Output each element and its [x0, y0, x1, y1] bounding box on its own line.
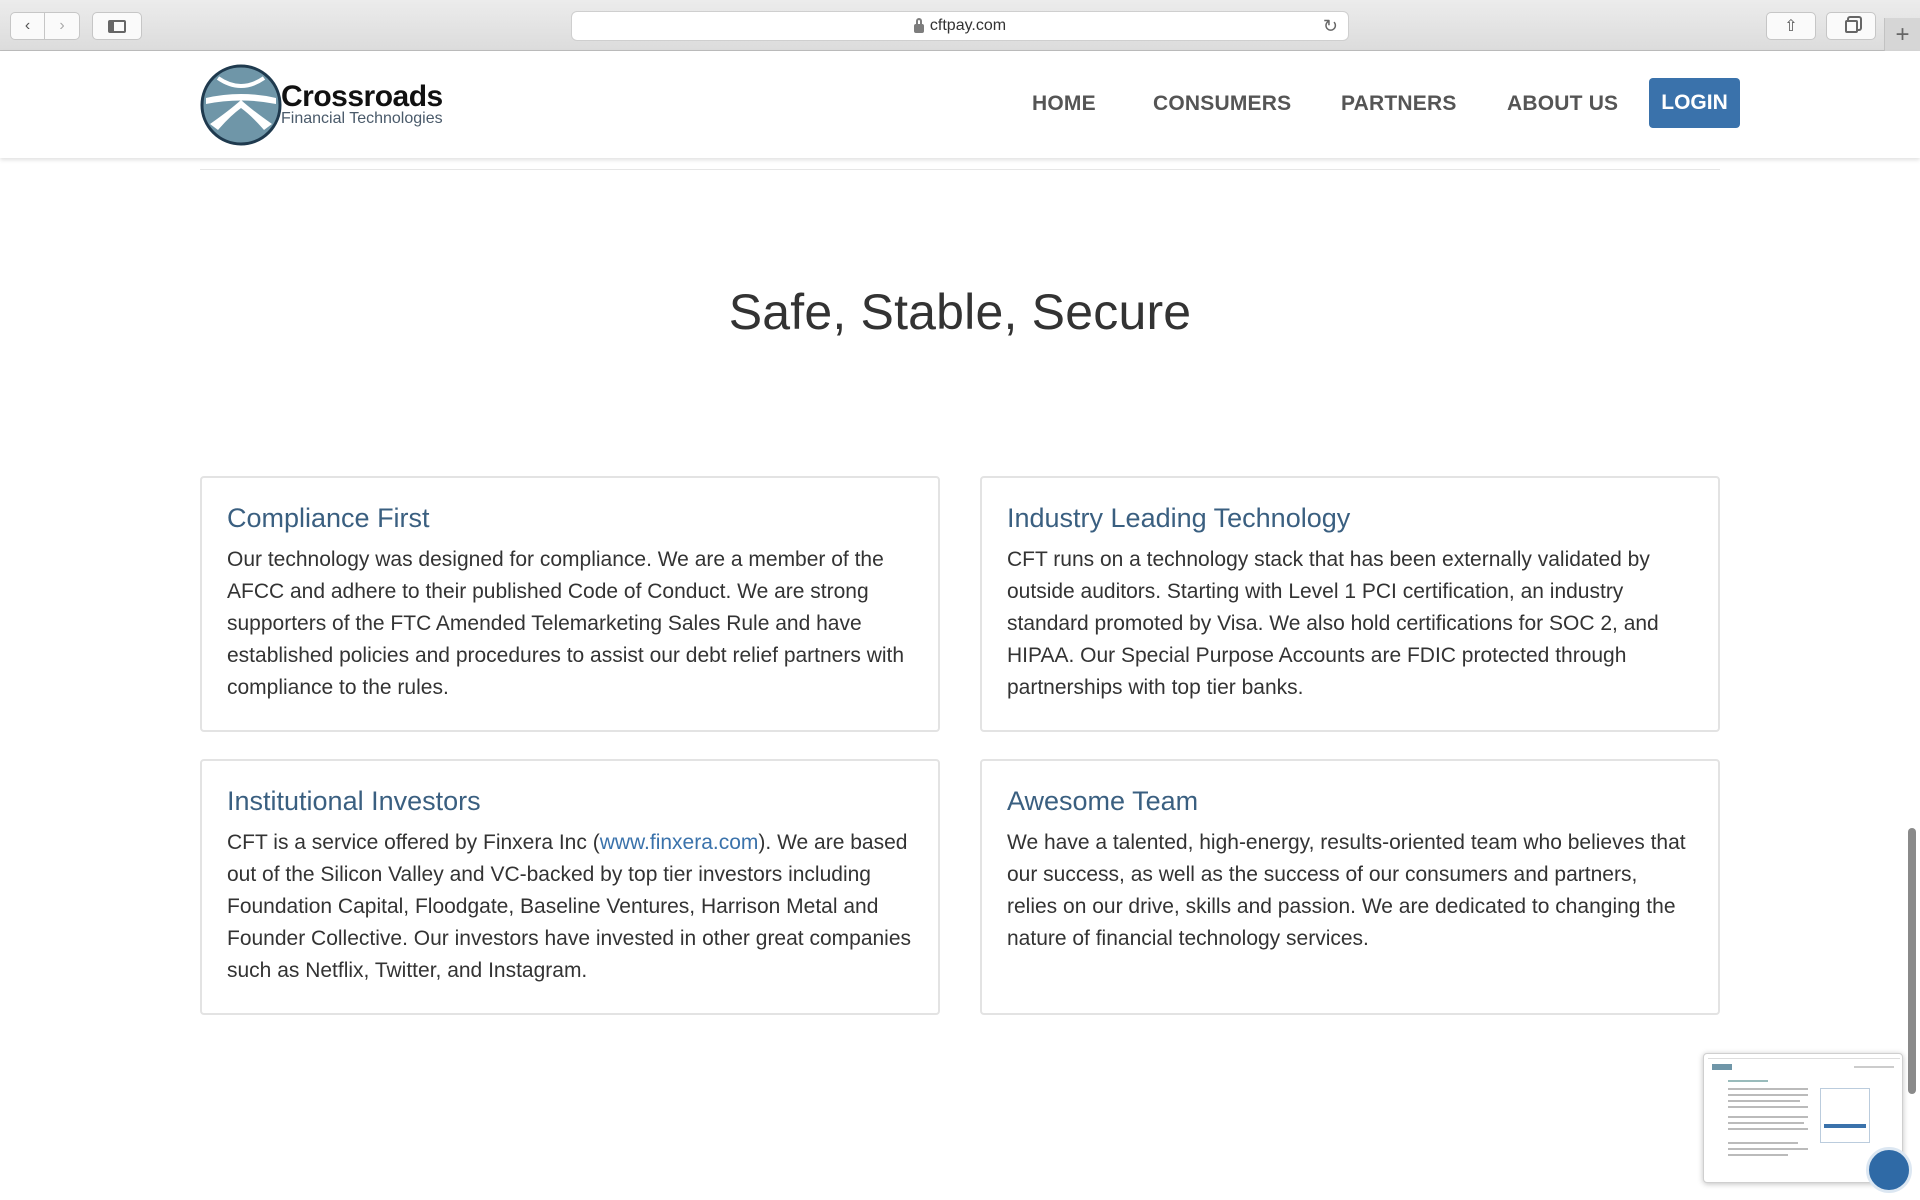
nav-home[interactable]: HOME — [1032, 92, 1096, 115]
share-icon: ⇧ — [1784, 18, 1798, 35]
plus-icon: + — [1895, 20, 1910, 48]
browser-toolbar — [0, 0, 1920, 51]
nav-consumers[interactable]: CONSUMERS — [1153, 92, 1292, 115]
page-scrollbar[interactable] — [1908, 828, 1916, 1094]
sidebar-icon — [108, 20, 126, 33]
history-buttons — [10, 12, 80, 40]
address-bar[interactable] — [571, 11, 1349, 41]
finxera-link[interactable]: www.finxera.com — [599, 831, 759, 854]
chat-launcher-button[interactable] — [1866, 1147, 1912, 1193]
divider — [200, 169, 1720, 170]
card-title: Awesome Team — [1007, 786, 1199, 816]
chevron-left-icon: ‹ — [24, 17, 31, 34]
brand-subtitle: Financial Technologies — [281, 110, 443, 127]
forward-button[interactable] — [45, 12, 80, 40]
sidebar-toggle-button[interactable] — [92, 12, 142, 40]
card-body — [227, 827, 913, 987]
card-compliance-first — [200, 476, 940, 732]
card-title: Compliance First — [227, 503, 430, 533]
card-body: We have a talented, high-energy, results-oriented team who believes that our success, as well as the success of our consumers and partners, relies on our drive, skills and passion. We are dedicated to changing the nature of financial technology services. — [1007, 831, 1686, 950]
share-button[interactable] — [1766, 12, 1816, 40]
brand[interactable] — [281, 81, 443, 127]
card-awesome-team — [980, 759, 1720, 1015]
card-industry-leading-technology — [980, 476, 1720, 732]
card-body: Our technology was designed for compliance. We are a member of the AFCC and adhere to their published Code of Conduct. We are strong supporters of the FTC Amended Telemarketing Sales Rule and have established policies and procedures to assist our debt relief partners with compliance to the rules. — [227, 548, 905, 699]
login-button[interactable]: LOGIN — [1649, 78, 1740, 128]
tabs-icon — [1845, 20, 1858, 33]
card-title: Institutional Investors — [227, 786, 481, 816]
section-title: Safe, Stable, Secure — [728, 284, 1192, 340]
chevron-right-icon: › — [59, 17, 65, 34]
tabs-overview-button[interactable] — [1826, 12, 1876, 40]
crossroads-logo-icon[interactable] — [200, 64, 282, 146]
nav-about-us[interactable]: ABOUT US — [1507, 92, 1619, 115]
card-title: Industry Leading Technology — [1007, 503, 1351, 533]
brand-name: Crossroads — [281, 80, 443, 113]
nav-partners[interactable]: PARTNERS — [1341, 92, 1457, 115]
site-header — [0, 51, 1920, 158]
url-text: cftpay.com — [929, 17, 1007, 34]
card-body: CFT runs on a technology stack that has been externally validated by outside auditors. Starting with Level 1 PCI certification, an industry standard promoted by Visa. We also hold certifications for SOC 2, and HIPAA. Our Special Purpose Accounts are FDIC protected through partnerships with top tier banks. — [1007, 548, 1659, 699]
reload-icon[interactable]: ↻ — [1322, 16, 1338, 36]
card-institutional-investors — [200, 759, 940, 1015]
card-body-end: ). We are based out of the Silicon Valley and VC-backed by top tier investors including Foundation Capital, Floodgate, Baseline Ventures, Harrison Metal and Founder Collective. Our investors have invested in other great companies such as Netflix, Twitter, and Instagram. — [227, 831, 912, 982]
new-tab-button[interactable] — [1884, 18, 1920, 51]
back-button[interactable] — [10, 12, 45, 40]
lock-icon — [914, 24, 924, 33]
card-body-start: CFT is a service offered by Finxera Inc ( — [227, 831, 600, 854]
